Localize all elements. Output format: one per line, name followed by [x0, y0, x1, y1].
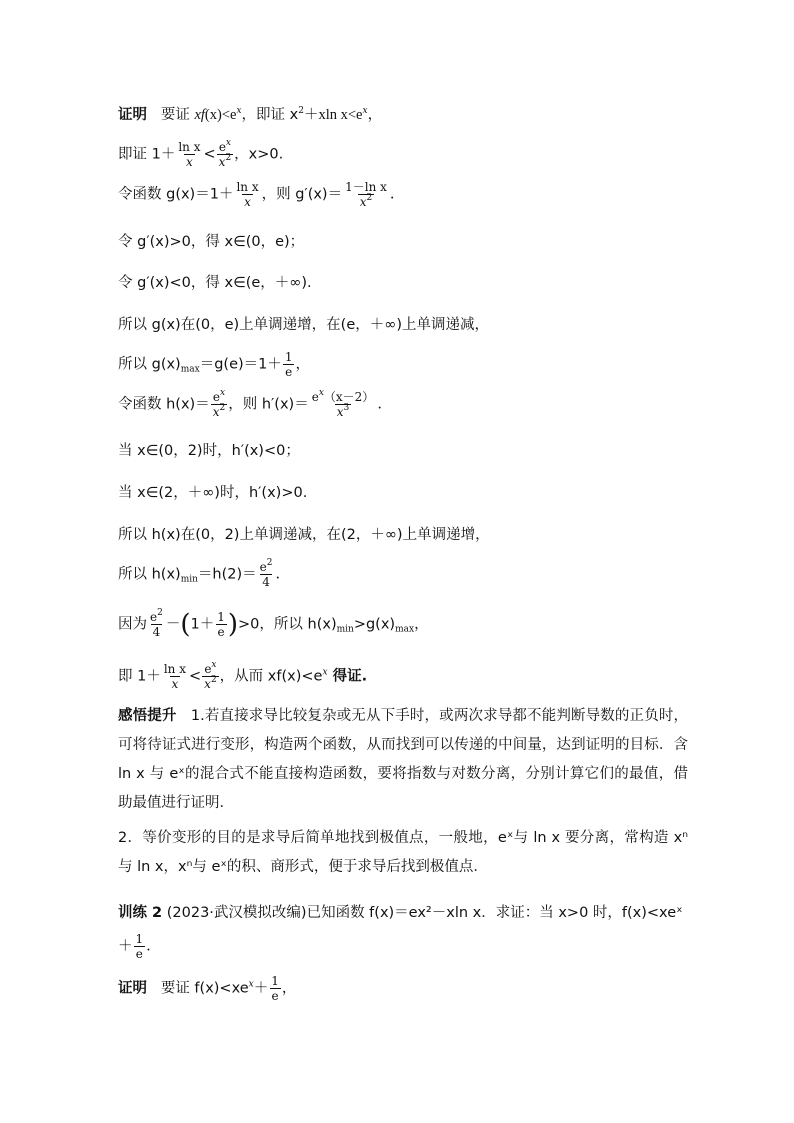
- insight-label: 感悟提升: [118, 708, 177, 724]
- fraction: $\frac{e^x}{x^2}$: [218, 138, 232, 169]
- training-source: (2023·武汉模拟改编): [166, 905, 307, 921]
- training-label: 训练 2: [118, 905, 163, 921]
- proof-line-12: 所以 $h(x)_{min}=h(2)=$ $\frac{e^2}{4}$ .: [118, 558, 281, 589]
- proof-start-line: 证明 要证 $f(x)<xe^x+$ $\frac{1}{e}$ ，: [118, 974, 297, 1003]
- training-statement: 训练 2 (2023·武汉模拟改编)已知函数 f(x)＝ex²－xln x．求证：当 x>0 时，f(x)<xeˣ: [118, 905, 683, 921]
- proof-line-5: 令 g′(x)<0，得 x∈(e，＋∞).: [118, 275, 312, 291]
- fraction: $\frac{e^x}{x^2}$: [204, 660, 217, 691]
- proof-line-1: 证明 要证 $xf(x)<e^x$，即证 $x^2+xln$ $x<e^x$，: [118, 106, 383, 123]
- proof-line-9: 当 x∈(0，2)时，h′(x)<0；: [118, 443, 300, 459]
- training-statement-cont: ＋ $\frac{1}{e}$ .: [118, 932, 151, 961]
- insight-paragraph-2: 2．等价变形的目的是求导后简单地找到极值点，一般地，eˣ与 ln x 要分离，常构造 xⁿ与 ln x，xⁿ与 eˣ的积、商形式，便于求导后找到极值点．: [118, 830, 688, 875]
- proof-line-3: 令函数 g(x)＝1＋ $\frac{\text{ln x}}{x}$ ，则 g′(x)＝ $\frac{\text{1－ln x}}{x^2}$ .: [118, 180, 395, 209]
- fraction: $\frac{1}{e}$: [217, 610, 225, 639]
- proof-line-8: 令函数 h(x)＝ $\frac{e^x}{x^2}$ ，则 h′(x)＝ $\frac{e^x(x-2)}{x^3}$ .: [118, 388, 382, 419]
- proof-label: 证明: [118, 107, 147, 123]
- fraction: $\frac{\text{ln x}}{x}$: [163, 662, 186, 691]
- proof-line-11: 所以 h(x)在(0，2)上单调递减，在(2，＋∞)上单调递增，: [118, 527, 490, 543]
- insight-paragraph-1: 感悟提升 1.若直接求导比较复杂或无从下手时，或两次求导都不能判断导数的正负时，可将待证式进行变形，构造两个函数，从而找到可以传递的中间量，达到证明的目标．含 ln x 与 eˣ的混合式不能直接构造函数，要将指数与对数分离，分别计算它们的最值，借助最值进行证明．: [118, 708, 688, 811]
- fraction: $\frac{1}{e}$: [135, 932, 144, 961]
- proof-line-2: 即证 1＋ $\frac{\text{ln x}}{x}$ < $\frac{e^x}{x^2}$ ，x>0.: [118, 138, 284, 169]
- proof-line-4: 令 g′(x)>0，得 x∈(0，e)；: [118, 234, 305, 250]
- proof-line-6: 所以 g(x)在(0，e)上单调递增，在(e，＋∞)上单调递减，: [118, 317, 489, 333]
- fraction: $\frac{\text{1－ln x}}{x^2}$: [345, 180, 387, 209]
- fraction: $\frac{\text{ln x}}{x}$: [178, 140, 201, 169]
- proof-line-7: 所以 $g(x)_{max}=g(e)=1+$ $\frac{1}{e}$ ，: [118, 350, 311, 379]
- fraction: $\frac{e^x}{x^2}$: [212, 388, 226, 419]
- fraction: $\frac{\text{ln x}}{x}$: [236, 180, 259, 209]
- fraction: $\frac{e^2}{4}$: [259, 558, 273, 589]
- proof-line-14: 即 1＋ $\frac{\text{ln x}}{x}$ < $\frac{e^x}{x^2}$ ，从而 $xf(x)<e^x$ 得证.: [118, 660, 368, 691]
- fraction: $\frac{1}{e}$: [271, 974, 279, 1003]
- fraction: $\frac{e^x(x-2)}{x^3}$: [311, 388, 375, 419]
- proof-line-13: 因为 $\frac{e^2}{4}$ －(1＋ $\frac{1}{e}$ )>0，所以 $h(x)_{min}>g(x)_{max}$，: [118, 608, 429, 640]
- proof-label: 证明: [118, 980, 147, 997]
- proof-line-10: 当 x∈(2，＋∞)时，h′(x)>0.: [118, 485, 308, 501]
- fraction: $\frac{1}{e}$: [284, 350, 293, 379]
- fraction: $\frac{e^2}{4}$: [150, 608, 163, 639]
